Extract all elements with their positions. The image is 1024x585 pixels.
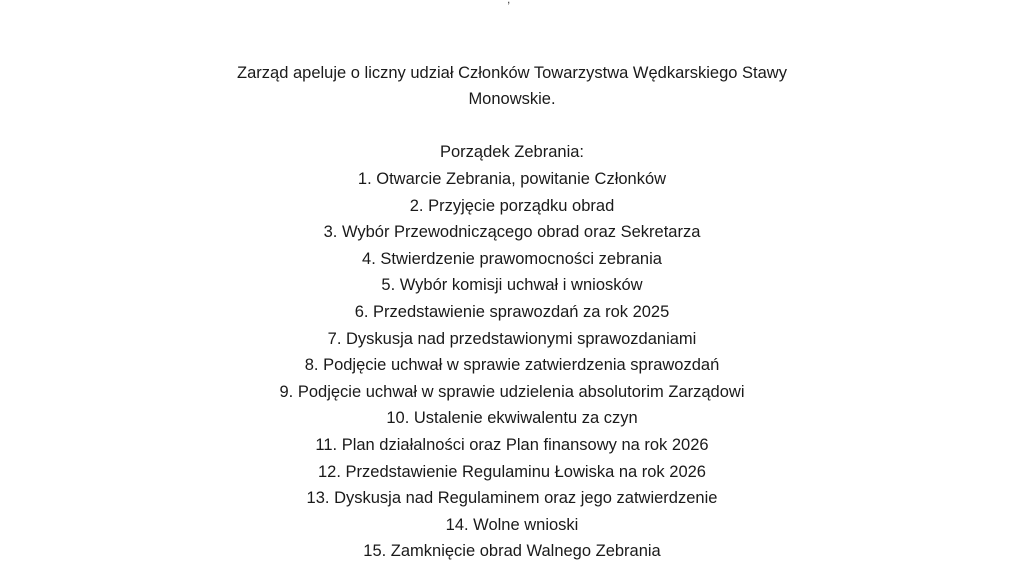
- agenda-item: 14. Wolne wnioski: [445, 515, 579, 534]
- agenda-item: 9. Podjęcie uchwał w sprawie udzielenia absolutorim Zarządowi: [279, 382, 745, 401]
- cropped-text-fragment: [507, 0, 513, 4]
- agenda-item: 2. Przyjęcie porządku obrad: [409, 196, 615, 215]
- appeal-line-1: Zarząd apeluje o liczny udział Członków Towarzystwa Wędkarskiego Stawy: [237, 64, 787, 82]
- appeal-paragraph: [0, 60, 1024, 112]
- agenda-item: 7. Dyskusja nad przedstawionymi sprawozdaniami: [327, 329, 697, 348]
- agenda-item: 8. Podjęcie uchwał w sprawie zatwierdzenia sprawozdań: [304, 356, 720, 375]
- agenda-item: 4. Stwierdzenie prawomocności zebrania: [362, 249, 662, 268]
- agenda-item: 6. Przedstawienie sprawozdań za rok 2025: [354, 302, 670, 321]
- agenda-item: 15. Zamknięcie obrad Walnego Zebrania: [363, 542, 661, 561]
- agenda-item: 5. Wybór komisji uchwał i wniosków: [381, 276, 643, 295]
- agenda-item: 13. Dyskusja nad Regulaminem oraz jego zatwierdzenie: [306, 489, 718, 508]
- agenda-item: 1. Otwarcie Zebrania, powitanie Członków: [357, 170, 667, 188]
- agenda-item: 10. Ustalenie ekwiwalentu za czyn: [386, 409, 638, 428]
- agenda-item: 12. Przedstawienie Regulaminu Łowiska na rok 2026: [318, 462, 706, 481]
- agenda-item: 11. Plan działalności oraz Plan finansowy na rok 2026: [315, 435, 709, 454]
- agenda-title: Porządek Zebrania:: [440, 143, 584, 161]
- appeal-line-2: Monowskie.: [468, 90, 556, 108]
- agenda-list: [0, 166, 1024, 565]
- agenda-item: 3. Wybór Przewodniczącego obrad oraz Sekretarza: [323, 223, 701, 242]
